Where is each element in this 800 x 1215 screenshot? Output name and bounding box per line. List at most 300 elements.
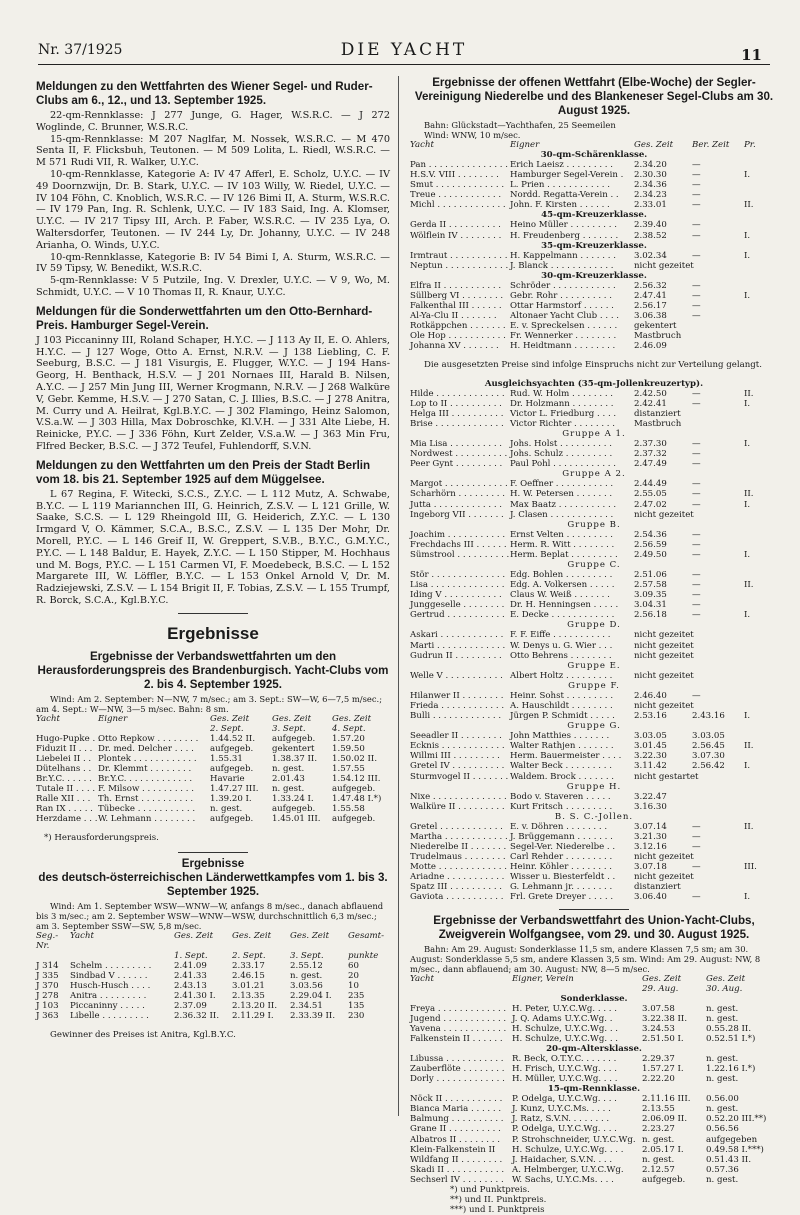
table-cell: J. Ratz, S.V.N. . . . . . . . — [512, 1114, 610, 1125]
wind-info: Wind: Am 2. September: N—NW, 7 m/sec.; am 3. Sept.: SW—W, 6—7,5 m/sec.; am 4. Sept.: W—NW, 3—5 m/sec. Bahn: 8 sm. — [36, 693, 383, 714]
table-cell: 0.57.36 — [706, 1164, 739, 1175]
table-cell — [744, 792, 778, 802]
table-cell: Jugend . . . . . . . . . . . . — [410, 1013, 507, 1024]
table-cell: Seg.-Nr. — [36, 930, 59, 951]
table-cell: 0.49.58 I.***) — [706, 1144, 764, 1155]
table-cell: Lop to II . . . . . . . . . . — [410, 398, 502, 409]
table-cell: Sümstrool . . . . . . . . . . — [410, 549, 510, 560]
table-cell: Yacht — [70, 930, 94, 941]
table-cell: Marti . . . . . . . . . . . . . — [410, 640, 506, 651]
table-row — [410, 479, 778, 489]
footnotes — [450, 1185, 778, 1215]
table-row — [36, 784, 390, 794]
table-header — [36, 931, 390, 951]
table-row — [410, 802, 778, 812]
table-row — [410, 1104, 778, 1114]
table-cell: 1.50.02 II. — [332, 753, 378, 764]
table-cell: Otto Behrens . . . . . . . . — [510, 650, 612, 661]
table-cell: 2.47.49 — [634, 459, 667, 470]
table-cell: 235 — [348, 991, 365, 1001]
group-heading: 30-qm-Kreuzerklasse. — [541, 270, 647, 281]
table-row — [410, 842, 778, 852]
table-cell — [512, 984, 642, 994]
table-cell: Yacht — [410, 140, 434, 150]
table-cell: — — [692, 690, 701, 701]
table-cell: Segel-Ver. Niederelbe . . — [510, 841, 616, 852]
section-title-union-yacht-club: Ergebnisse der Verbandswettfahrt des Union-Yacht-Clubs, Zweigverein Wolfgangsee, vom 29. und 30. August 1925. — [433, 913, 755, 941]
table-row — [410, 1165, 778, 1175]
table-cell: Ges. Zeit — [634, 140, 674, 150]
table-row — [410, 1014, 778, 1024]
table-cell: Falkenstein II . . . . . . — [410, 1033, 503, 1044]
table-cell: nicht gezeitet — [634, 670, 694, 681]
table-cell: 2.44.49 — [634, 479, 667, 490]
table-cell: H. Schulze, U.Y.C.Wg. . . — [512, 1023, 619, 1034]
table-cell: Ingeborg VII . . . . . . . — [410, 509, 504, 520]
table-cell: H. Müller, U.Y.C.Wg. . . . — [512, 1074, 618, 1085]
table-cell: Carl Rehder . . . . . . . . . — [510, 852, 613, 863]
table-cell: Dr. H. Henningsen . . . . . — [510, 600, 619, 611]
table-cell: 1.38.37 II. — [272, 753, 318, 764]
table-cell — [692, 641, 744, 651]
table-cell — [744, 671, 778, 681]
table-cell: Ralle XII . . . — [36, 794, 91, 805]
table-cell: 20 — [348, 970, 359, 981]
table-cell: Kurt Fritsch . . . . . . . . . — [510, 801, 613, 812]
table-cell: 2.11.29 I. — [232, 1011, 274, 1022]
footnote: *) und Punktpreis. — [450, 1185, 530, 1196]
table-cell: E. v. Spreckelsen . . . . . . — [510, 321, 618, 332]
table-cell: Waldem. Brock . . . . . . . — [510, 771, 615, 782]
table-cell: 3.21.30 — [634, 831, 667, 842]
table-cell: nicht gezeitet — [634, 260, 694, 271]
divider — [178, 613, 248, 614]
group-heading: Sonderklasse. — [560, 993, 628, 1004]
table-cell: 3. Sept. — [272, 723, 306, 734]
table-row — [410, 231, 778, 241]
table-cell: 230 — [348, 1011, 365, 1022]
table-cell: Herm. Bauermeister . . . . — [510, 751, 622, 762]
table-row — [410, 1114, 778, 1124]
table-cell: Victor Richter . . . . . . . . — [510, 418, 616, 429]
table-cell: Paul Pohl . . . . . . . . . . . . — [510, 459, 616, 470]
ausgleich-results-table — [410, 389, 778, 429]
divider — [178, 852, 248, 853]
wind-info: Wind: WNW, 10 m/sec. — [424, 130, 521, 140]
table-cell: Johs. Schulz . . . . . . . . . — [510, 449, 613, 460]
table-cell: A. Helmberger, U.Y.C.Wg. — [512, 1164, 624, 1175]
table-cell: J. Blanck . . . . . . . . . . . . — [510, 260, 614, 271]
table-cell: Dr. med. Delcher . . . . — [98, 743, 194, 754]
table-cell: Wisser u. Biesterfeldt . . — [510, 872, 616, 883]
table-cell: H. Freudenberg . . . . . . . — [510, 230, 619, 241]
table-cell: I. — [744, 170, 751, 181]
table-cell: 2.37.30 — [634, 439, 667, 450]
table-cell: Nordd. Regatta-Verein . . — [510, 190, 619, 201]
table-cell: Iding V . . . . . . . . . . . — [410, 590, 502, 601]
table-row — [36, 774, 390, 784]
table-cell — [744, 570, 778, 580]
table-cell: 3.03.56 — [290, 980, 323, 991]
table-cell: 2.30.30 — [634, 170, 667, 181]
table-cell — [692, 510, 744, 520]
paragraph: L 67 Regina, F. Witecki, S.C.S., Z.Y.C. — L 112 Mutz, A. Schwabe, B.Y.C. — L 119 Mariannchen III, G. Heinrich, Z.S.V. — L 121 Grille, W. Saake, S.C.S. — L 129 Rheingold III, G. Heiderich, Z.Y.C. — L 130 Irmgard V, O. Kämmer, S.C.A., B.S.C., Z.S.V. — L 135 Der Mohr, Dr. Morell, P.Y.C. — L 146 Greif II, W. Greppert, S.V.B., B.Y.C., G.M.Y.C., P.Y.C. — L 148 Baldur, E. Hayek, Z.Y.C. — L 150 Stipper, M. Hochhaus und M. Bogs, P.Y.C. — L 151 Carmen VI, F. Moedebeck, B.S.C. — L 152 Margarete III, W. Löffler, B.Y.C. — L 153 Onkel Arnold V, Dr. M. Radziejewski, Z.S.V. — L 154 Brigit II, F. Tobias, Z.S.V. — L 155 Trumpf, R. Borck, S.C.A., Kgl.B.Y.C. — [36, 488, 390, 606]
table-cell: I. — [744, 610, 751, 621]
table-row — [410, 751, 778, 761]
table-cell: Niederelbe II . . . . . . . — [410, 841, 507, 852]
table-cell — [744, 301, 778, 311]
paragraph: 10-qm-Rennklasse, Kategorie A: IV 47 Afferl, E. Scholz, U.Y.C. — IV 49 Doornzwijn, Dr. B. Stark, U.Y.C. — IV 103 Willy, W. Riedel, U.Y.C. — IV 104 Föhn, C. Knoblich, W.S.R.C. — IV 126 Bimi II, A. Sturm, W.S.R.C. — IV 179 Pan, Ing. R. Schlenk, U.Y.C. — IV 183 Said, Ing. A. Klomser, U.Y.C. — IV 217 Tipsy III, Arch. P. Faber, W.S.R.C. — IV 235 Lya, O. Waltersdorfer, Teutonen. — IV 244 Ly, Dr. Johanny, U.Y.C. — IV 248 Arianha, O. Winds, U.Y.C. — [36, 168, 390, 251]
table-cell: J 103 — [36, 1001, 59, 1012]
table-cell: 30. Aug. — [706, 983, 743, 994]
table-cell: I. — [744, 250, 751, 261]
table-cell: — — [692, 290, 701, 301]
table-cell: 1.54.12 III. — [332, 774, 381, 785]
table-row — [410, 882, 778, 892]
table-row — [410, 200, 778, 210]
table-cell: punkte — [348, 950, 379, 961]
table-cell: 1.44.52 II. — [210, 733, 256, 744]
group-heading: Gruppe E. — [567, 660, 621, 671]
left-column — [36, 76, 390, 1116]
table-cell: E. v. Döhren . . . . . . . . — [510, 821, 608, 832]
table-cell — [744, 641, 778, 651]
table-cell: II. — [744, 580, 754, 591]
table-cell: Skadi II . . . . . . . . . . . — [410, 1164, 505, 1175]
table-cell: Brise . . . . . . . . . . . . . — [410, 418, 504, 429]
table-cell: 2.51.06 — [634, 570, 667, 580]
table-cell: 2.34.51 — [290, 1001, 323, 1012]
table-cell: Libelle . . . . . . . . . — [70, 1011, 149, 1022]
table-cell: 3.04.31 — [634, 600, 667, 611]
table-cell: n. gest. — [706, 1074, 739, 1085]
group-heading: 15-qm-Rennklasse. — [547, 1084, 641, 1095]
table-row — [410, 822, 778, 832]
table-row — [410, 580, 778, 590]
table-cell: Walter Beck . . . . . . . . . — [510, 761, 612, 772]
table-cell: — — [692, 489, 701, 500]
table-cell: 2.33.17 — [232, 960, 265, 971]
table-cell: 1.22.16 I.*) — [706, 1064, 756, 1074]
table-cell: aufgegeb. — [210, 814, 254, 825]
table-cell: Mia Lisa . . . . . . . . . . — [410, 439, 503, 450]
table-cell: H. W. Petersen . . . . . . . — [510, 489, 613, 500]
table-cell: 2.43.13 — [174, 980, 207, 991]
table-cell — [744, 540, 778, 550]
table-cell: Hugo-Pupke . . — [36, 733, 101, 744]
table-cell: Spatz III . . . . . . . . . . — [410, 882, 503, 893]
table-cell: n. gest. — [210, 804, 243, 815]
table-cell: W. Lehmann . . . . . . . . — [98, 814, 196, 825]
table-row — [410, 701, 778, 711]
table-cell — [744, 459, 778, 469]
table-cell: Wölflein IV . . . . . . . . — [410, 230, 502, 241]
table-cell: n. gest. — [290, 970, 323, 981]
table-cell: 3. Sept. — [290, 950, 324, 961]
table-cell: Sturmvogel II . . . . . . . — [410, 771, 509, 782]
table-cell: Rotkäppchen . . . . . . . — [410, 321, 506, 332]
table-cell — [744, 160, 778, 170]
table-row — [410, 540, 778, 550]
table-row — [410, 261, 778, 271]
table-cell: gekentert — [272, 743, 315, 754]
table-cell: — — [692, 862, 701, 873]
table-cell — [744, 409, 778, 419]
table-cell: 2. Sept. — [232, 950, 266, 961]
page-number: 11 — [741, 46, 762, 64]
table-cell: Eigner — [510, 140, 540, 150]
table-cell: — — [692, 200, 701, 211]
table-cell — [692, 872, 744, 882]
table-cell: Liebelei II . . — [36, 753, 92, 764]
table-row — [410, 741, 778, 751]
table-cell: — — [692, 439, 701, 450]
table-cell: Gaviota . . . . . . . . . . . — [410, 892, 504, 903]
table-cell: Scharhörn . . . . . . . . . — [410, 489, 505, 500]
table-cell: Piccaninny . . . . . — [70, 1001, 145, 1012]
table-cell: P. Odelga, U.Y.C.Wg. . . . — [512, 1124, 617, 1135]
table-row — [410, 251, 778, 261]
group-heading: Gruppe H. — [566, 781, 622, 792]
table-cell: Gerda II . . . . . . . . . . — [410, 220, 501, 231]
right-column — [410, 76, 778, 1215]
table-cell: 3.07.58 — [642, 1003, 675, 1014]
table-row — [410, 341, 778, 351]
table-cell: 2.56.17 — [634, 301, 667, 312]
table-cell: E. Decke . . . . . . . . . . . . — [510, 610, 615, 621]
table-row — [410, 1074, 778, 1084]
table-cell — [692, 772, 744, 782]
table-cell: 2.36.32 II. — [174, 1011, 220, 1022]
table-cell: — — [692, 529, 701, 540]
table-cell — [744, 220, 778, 230]
table-cell: Frieda . . . . . . . . . . . . — [410, 700, 505, 711]
table-cell: 1.47.27 III. — [210, 784, 259, 795]
table-cell: Treue . . . . . . . . . . . . — [410, 190, 502, 201]
table-row — [410, 1135, 778, 1145]
table-cell: John. F. Kirsten . . . . . . — [510, 200, 610, 211]
table-cell: 2.41.30 I. — [174, 991, 216, 1001]
table-cell: 1.47.48 I.*) — [332, 794, 382, 805]
table-cell: 3.01.21 — [232, 980, 265, 991]
table-cell: I. — [744, 549, 751, 560]
table-header — [36, 951, 390, 961]
table-row — [410, 872, 778, 882]
table-cell: I. — [744, 499, 751, 510]
table-cell: 2.54.36 — [634, 529, 667, 540]
group-heading: Gruppe A 1. — [562, 429, 626, 440]
table-cell: Yacht — [36, 713, 60, 724]
table-cell: Victor L. Friedburg . . . . — [510, 408, 617, 419]
group-heading: Gruppe D. — [567, 620, 621, 631]
table-cell: 2.42.50 — [634, 388, 667, 399]
table-cell: — — [692, 892, 701, 903]
table-row — [410, 641, 778, 651]
table-cell: — — [692, 250, 701, 261]
table-row — [36, 814, 390, 824]
table-cell: Balmung . . . . . . . . . . — [410, 1114, 504, 1125]
table-cell: Dorly . . . . . . . . . . . . . — [410, 1074, 505, 1085]
table-cell — [744, 882, 778, 892]
table-cell: Heinr. Köhler . . . . . . . . — [510, 862, 613, 873]
table-row — [36, 804, 390, 814]
table-cell: Ecknis . . . . . . . . . . . . — [410, 741, 505, 752]
table-cell: nicht gezeitet — [634, 650, 694, 661]
table-cell: II. — [744, 821, 754, 832]
table-cell: W. Sachs, U.Y.C.Ms. . . . — [512, 1174, 614, 1185]
table-row — [36, 1011, 390, 1021]
table-cell: Irmtraut . . . . . . . . . . . — [410, 250, 508, 261]
table-cell: 2.55.12 — [290, 960, 323, 971]
table-cell: 1.45.01 III. — [272, 814, 321, 825]
table-cell: 2.13.20 II. — [232, 1001, 278, 1012]
table-cell: Eigner — [98, 713, 128, 724]
table-cell — [692, 331, 744, 341]
table-cell — [744, 691, 778, 701]
table-cell: Husch-Husch . . . . — [70, 980, 151, 991]
table-cell: — — [692, 549, 701, 560]
table-cell — [692, 630, 744, 640]
brandenburg-results-table — [36, 714, 390, 825]
table-cell: Albatros II . . . . . . . . — [410, 1134, 500, 1145]
table-cell: 3.07.14 — [634, 821, 667, 832]
table-cell: Th. Ernst . . . . . . . . . . — [98, 794, 194, 805]
table-cell: Sechserl IV . . . . . . . . — [410, 1174, 504, 1185]
table-cell — [744, 281, 778, 291]
table-cell: — — [692, 190, 701, 201]
table-cell: I. — [744, 439, 751, 450]
table-cell: 1. Sept. — [174, 950, 208, 961]
table-cell: aufgegeb. — [642, 1174, 686, 1185]
table-row — [410, 1155, 778, 1165]
table-cell — [744, 590, 778, 600]
group-heading: Gruppe G. — [567, 721, 621, 732]
table-cell: nicht gezeitet — [634, 640, 694, 651]
table-cell: 3.03.05 — [634, 731, 667, 742]
table-cell: aufgegeben — [706, 1134, 758, 1145]
table-cell: 2.05.17 I. — [642, 1144, 684, 1155]
table-cell: Ran IX . . . . . — [36, 804, 93, 815]
table-cell: n. gest. — [706, 1104, 739, 1115]
table-cell: Libussa . . . . . . . . . . . — [410, 1053, 504, 1064]
table-cell — [744, 872, 778, 882]
table-cell: 1.55.31 — [210, 753, 243, 764]
table-cell: Heino Müller . . . . . . . . . — [510, 220, 617, 231]
table-cell: Ges. Zeit — [174, 930, 214, 941]
paragraph: 10-qm-Rennklasse, Kategorie B: IV 54 Bimi I, A. Sturm, W.S.R.C. — IV 59 Tipsy, W. Benedikt, W.S.R.C. — [36, 251, 390, 275]
table-row — [410, 389, 778, 399]
table-cell: Yavena . . . . . . . . . . . . — [410, 1023, 507, 1034]
table-cell — [36, 951, 70, 961]
table-cell: n. gest. — [642, 1134, 675, 1145]
table-cell: 2.13.55 — [642, 1104, 675, 1115]
table-cell — [98, 724, 210, 734]
table-cell: — — [692, 301, 701, 312]
table-cell: 29. Aug. — [642, 983, 679, 994]
table-cell: Tutale II . . . . — [36, 784, 96, 795]
table-cell — [744, 751, 778, 761]
table-cell — [744, 180, 778, 190]
table-row — [410, 220, 778, 230]
table-cell — [744, 731, 778, 741]
table-cell — [744, 842, 778, 852]
table-cell: Johanna XV . . . . . . . — [410, 341, 499, 352]
table-cell: 2.22.20 — [642, 1074, 675, 1085]
table-cell: n. gest. — [642, 1154, 675, 1165]
table-cell: Ernst Velten . . . . . . . . . — [510, 529, 614, 540]
section-title-brandenburg: Ergebnisse der Verbandswettfahrten um den Herausforderungspreis des Brandenburgisch. Yacht-Clubs vom 2. bis 4. September 1925. — [37, 649, 389, 691]
table-cell: distanziert — [634, 408, 681, 419]
table-cell: — — [692, 388, 701, 399]
table-cell: J. Q. Adams U.Y.C.Wg. . — [512, 1013, 613, 1024]
table-cell: — — [692, 831, 701, 842]
table-cell — [744, 331, 778, 341]
table-cell: 2.12.57 — [642, 1164, 675, 1175]
group-heading: 20-qm-Altersklasse. — [546, 1043, 642, 1054]
table-cell: 3.11.42 — [634, 761, 667, 772]
table-cell: 3.03.05 — [692, 731, 725, 742]
table-cell: Nordwest . . . . . . . . . . — [410, 449, 508, 460]
table-cell: 2.13.35 — [232, 991, 265, 1001]
table-cell: Tübecke . . . . . . . . . . . — [98, 804, 196, 815]
table-cell — [744, 449, 778, 459]
table-cell: 0.56.56 — [706, 1124, 739, 1135]
table-cell: Willmi III . . . . . . . . . — [410, 751, 500, 762]
table-cell — [744, 311, 778, 321]
table-row — [410, 671, 778, 681]
table-cell: — — [692, 459, 701, 470]
table-row — [410, 301, 778, 311]
group-heading: 35-qm-Kreuzerklasse. — [541, 240, 647, 251]
table-cell: Mastbruch — [634, 418, 682, 429]
table-row — [410, 530, 778, 540]
table-cell: Seeadler II . . . . . . . . — [410, 731, 502, 742]
table-cell: — — [692, 499, 701, 510]
table-header — [410, 974, 778, 984]
table-cell: n. gest. — [706, 1053, 739, 1064]
table-row — [36, 744, 390, 754]
table-cell: 1.57.55 — [332, 763, 365, 774]
table-cell: Dütelhans . . — [36, 763, 92, 774]
table-cell: 2.56.42 — [692, 761, 725, 772]
table-cell: — — [692, 821, 701, 832]
table-cell: I. — [744, 711, 751, 722]
table-row — [410, 281, 778, 291]
table-cell: Mastbruch — [634, 331, 682, 342]
table-cell: n. gest. — [706, 1013, 739, 1024]
table-cell — [744, 261, 778, 271]
table-cell — [744, 772, 778, 782]
table-cell: Ber. Zeit — [692, 140, 730, 150]
table-row — [36, 971, 390, 981]
table-row — [36, 734, 390, 744]
table-cell: Michl . . . . . . . . . . . . . — [410, 200, 506, 211]
table-cell — [70, 951, 174, 961]
table-cell: F. F. Eiffe . . . . . . . . . . . — [510, 630, 611, 641]
table-cell — [744, 832, 778, 842]
table-cell: Sindbad V . . . . . . — [70, 970, 148, 981]
table-cell: aufgegeb. — [272, 804, 316, 815]
table-cell — [692, 419, 744, 429]
table-cell — [744, 190, 778, 200]
table-cell: nicht gezeitet — [634, 700, 694, 711]
table-row — [36, 961, 390, 971]
table-cell — [744, 701, 778, 711]
table-cell: Eigner, Verein — [512, 973, 574, 984]
table-cell: Otto Repkow . . . . . . . . — [98, 733, 199, 744]
table-cell: J 314 — [36, 960, 59, 971]
table-cell: — — [692, 590, 701, 601]
